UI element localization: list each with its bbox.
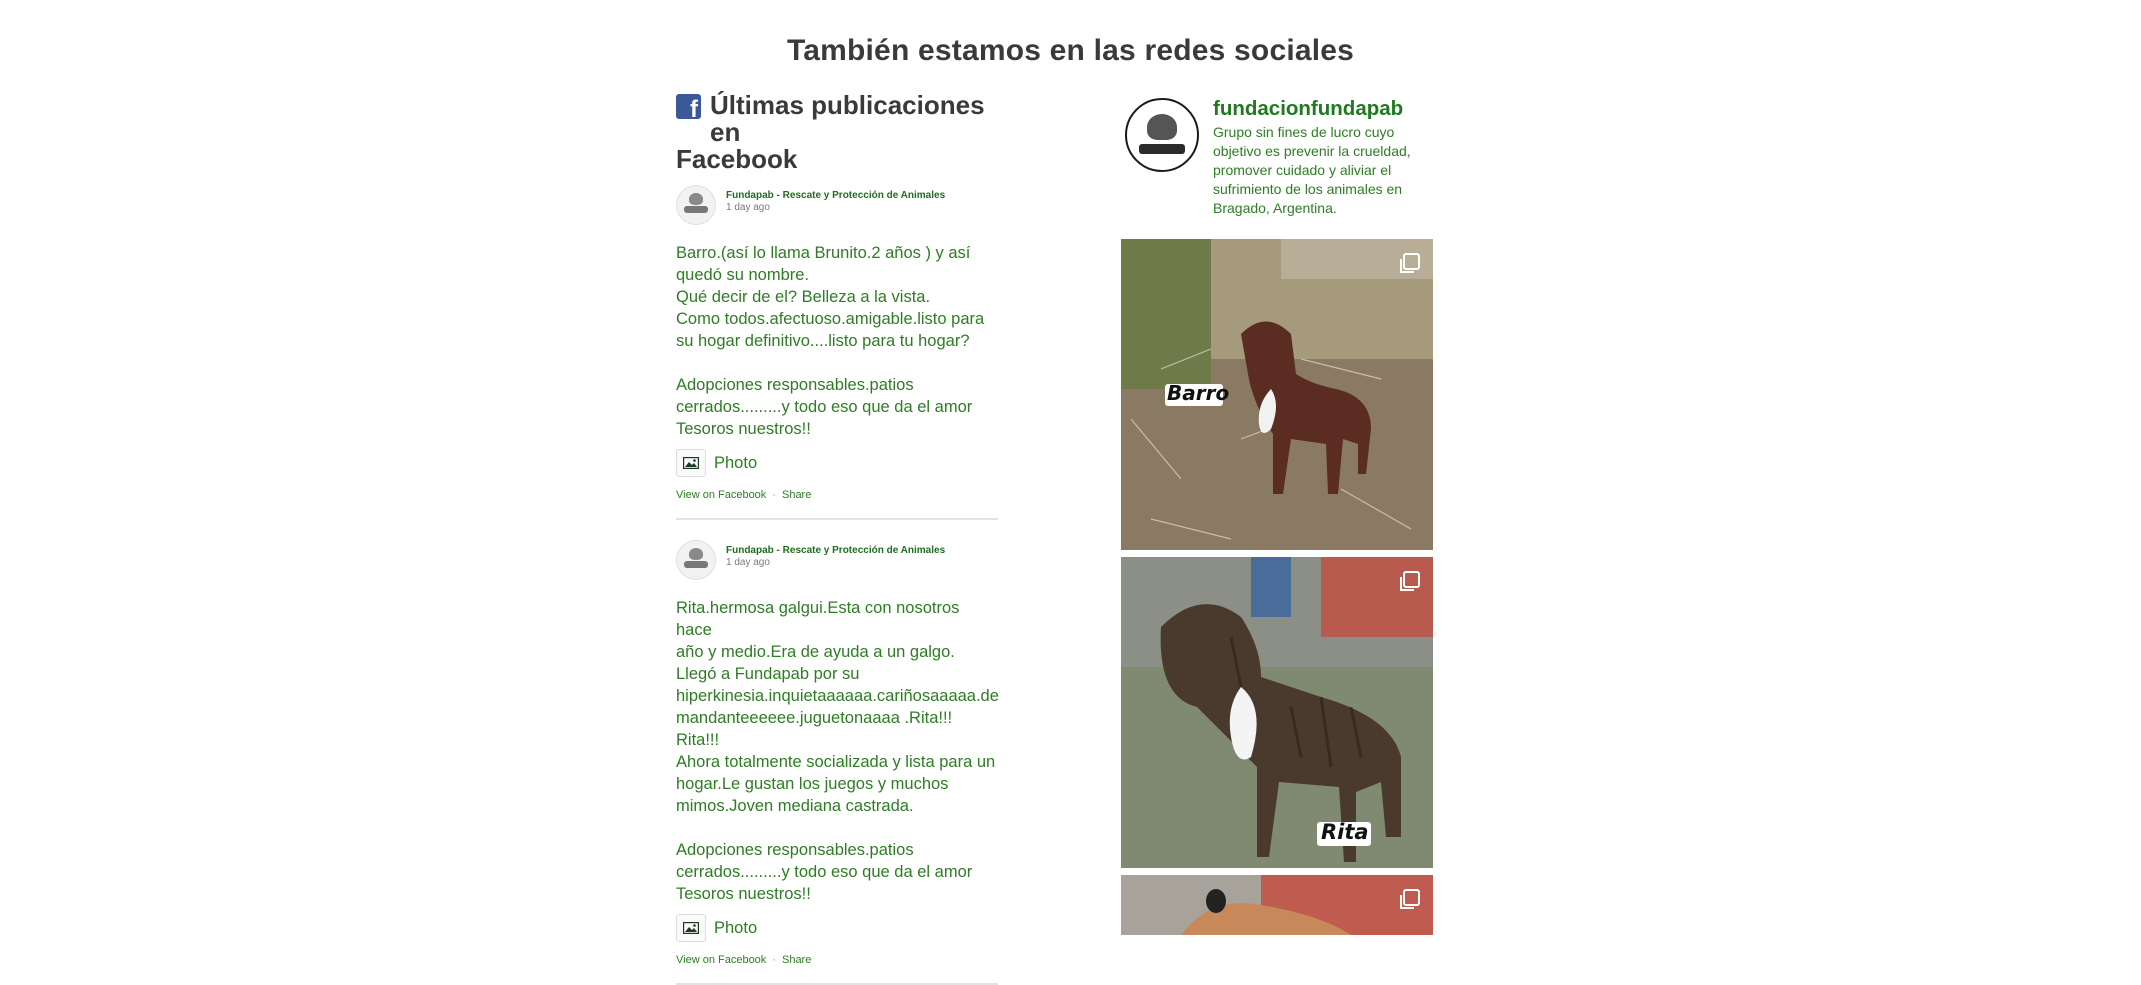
post-text: Barro.(así lo llama Brunito.2 años ) y así quedó su nombre. Qué decir de el? Belleza a la vista. Como todos.afectuoso.amigable.listo para su hogar definitivo....listo para tu hogar? Adopciones responsables.patios cerrados.........y todo eso que da el amor Tesoros nuestros!! [676,244,985,438]
post-links [676,954,998,966]
instagram-header [1121,96,1433,218]
post-header [676,185,998,225]
facebook-feed [676,92,998,985]
image-caption: Rita [1321,820,1369,844]
separator-dot: · [772,954,776,966]
avatar[interactable] [676,185,716,225]
facebook-post [676,185,998,520]
avatar[interactable] [676,540,716,580]
photo-label[interactable]: Photo [714,453,758,472]
facebook-feed-title [710,92,998,146]
post-text: Rita.hermosa galgui.Esta con nosotros hace año y medio.Era de ayuda a un galgo. Llegó a Fundapab por su hiperkinesia.inquietaaaaaa.cariñosaaaaa.de mandanteeeeee.juguetonaaaa .Rita!!! Rita!!! Ahora totalmente socializada y lista para un hogar.Le gustan los juegos y muchos mimos.Joven mediana castrada. Adopciones responsables.patios cerrados.........y todo eso que da el amor Tesoros nuestros!! [676,599,999,903]
photo-label[interactable]: Photo [714,918,758,937]
post-photo-link[interactable] [676,914,998,942]
instagram-post-image[interactable] [1121,557,1433,868]
view-on-facebook-link[interactable]: View on Facebook [676,489,767,501]
instagram-post-image[interactable] [1121,875,1433,935]
instagram-username[interactable]: fundacionfundapab [1213,97,1404,120]
dog-photo [1121,557,1433,868]
post-time[interactable]: 1 day ago [726,557,770,568]
view-on-facebook-link[interactable]: View on Facebook [676,954,767,966]
carousel-icon [1397,252,1421,276]
dog-photo [1121,875,1433,935]
share-link[interactable]: Share [781,954,812,966]
facebook-feed-title-line2: Facebook [676,144,798,174]
instagram-profile-avatar[interactable] [1125,98,1199,172]
facebook-post [676,540,998,985]
post-time[interactable]: 1 day ago [726,202,770,213]
page-title: También estamos en las redes sociales [786,34,1355,67]
photo-icon [676,449,706,477]
photo-icon [676,914,706,942]
post-header [676,540,998,580]
image-caption: Barro [1167,381,1230,405]
separator-dot: · [772,489,776,501]
post-links [676,489,998,501]
post-divider [676,518,998,520]
post-photo-link[interactable] [676,449,998,477]
post-author[interactable]: Fundapab - Rescate y Protección de Animales [726,190,946,201]
instagram-feed [1121,96,1433,844]
carousel-icon [1397,888,1421,912]
carousel-icon [1397,570,1421,594]
share-link[interactable]: Share [781,489,812,501]
facebook-icon: f [676,94,701,119]
instagram-post-image[interactable] [1121,239,1433,550]
post-author[interactable]: Fundapab - Rescate y Protección de Animales [726,545,946,556]
facebook-feed-title-line1: Últimas publicaciones en [710,90,985,147]
facebook-feed-heading [676,92,998,146]
instagram-bio: Grupo sin fines de lucro cuyo objetivo es prevenir la crueldad, promover cuidado y aliviar el sufrimiento de los animales en Bragado, Argentina. [1213,124,1411,216]
